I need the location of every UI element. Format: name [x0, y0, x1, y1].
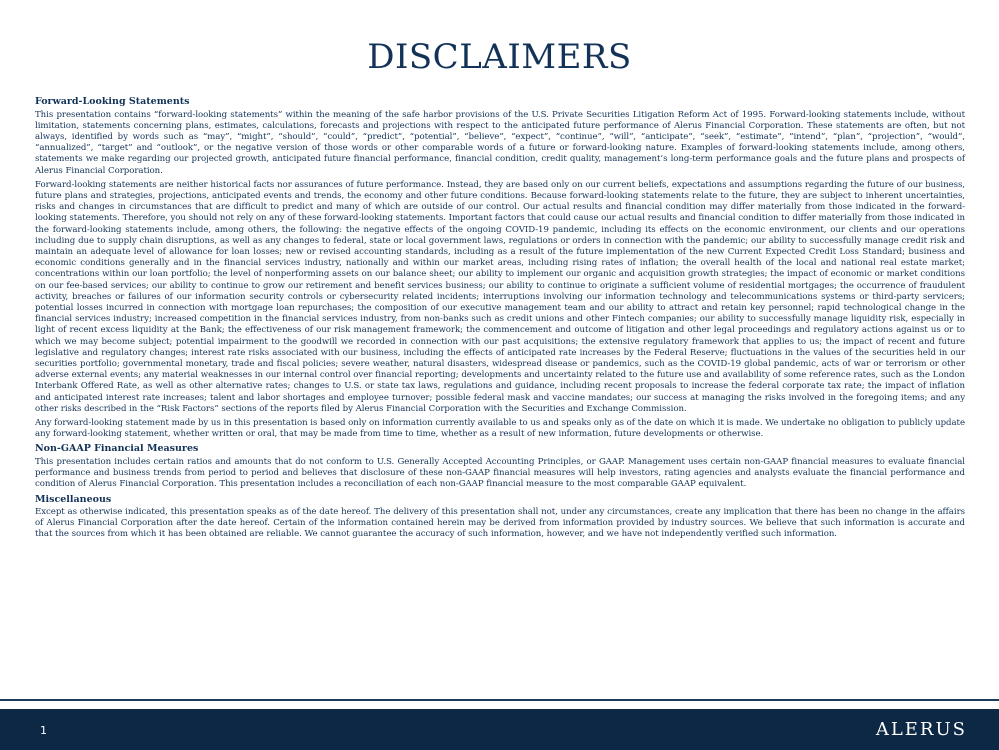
- section-miscellaneous: [35, 494, 965, 541]
- alerus-logo: ALERUS: [875, 719, 967, 740]
- section-heading: Forward-Looking Statements: [35, 96, 190, 107]
- paragraph: Except as otherwise indicated, this presentation speaks as of the date hereof. The delivery of this presentation shall not, under any circumstances, create any implication that there has been no change in the affairs of Alerus Financial Corporation after the date hereof. Certain of the information contained herein may be derived from information provided by industry sources. We believe that such information is accurate and that the sources from which it has been obtained are reliable. We cannot guarantee the accuracy of such information, however, and we have not independently verified such information.: [35, 507, 965, 540]
- page-number: 1: [40, 724, 47, 737]
- paragraph: Any forward-looking statement made by us in this presentation is based only on information currently available to us and speaks only as of the date on which it is made. We undertake no obligation to publicly update any forward-looking statement, whether written or oral, that may be made from time to time, whether as a result of new information, future developments or otherwise.: [35, 417, 965, 440]
- page-title: DISCLAIMERS: [367, 37, 632, 77]
- paragraph: This presentation contains “forward-looking statements” within the meaning of the safe harbor provisions of the U.S. Private Securities Litigation Reform Act of 1995. Forward-looking statements include, without limitation, statements concerning plans, estimates, calculations, forecasts and projections with respect to the anticipated future performance of Alerus Financial Corporation. These statements are often, but not always, identified by words such as “may”, “might”, “should”, “could”, “predict”, “potential”, “believe”, “expect”, “continue”, “will”, “anticipate”, “seek”, “estimate”, “intend”, “plan”, “projection”, “would”, “annualized”, “target” and “outlook”, or the negative version of those words or other comparable words of a future or forward-looking nature. Examples of forward-looking statements include, among others, statements we make regarding our projected growth, anticipated future financial performance, financial condition, credit quality, management’s long-term performance goals and the future plans and prospects of Alerus Financial Corporation.: [35, 109, 965, 176]
- paragraph: This presentation includes certain ratios and amounts that do not conform to U.S. Generally Accepted Accounting Principles, or GAAP. Management uses certain non-GAAP financial measures to evaluate financial performance and business trends from period to period and believes that disclosure of these non-GAAP financial measures will help investors, rating agencies and analysts evaluate the financial performance and condition of Alerus Financial Corporation. This presentation includes a reconciliation of each non-GAAP financial measure to the most comparable GAAP equivalent.: [35, 456, 965, 490]
- section-heading: Miscellaneous: [35, 493, 112, 505]
- footer-bar: [0, 709, 999, 750]
- paragraph: Forward-looking statements are neither historical facts nor assurances of future performance. Instead, they are based only on our current beliefs, expectations and assumptions regarding the future of our business, future plans and strategies, projections, anticipated events and trends, the economy and other future conditions. Because forward-looking statements relate to the future, they are subject to inherent uncertainties, risks and changes in circumstances that are difficult to predict and many of which are outside of our control. Our actual results and financial condition may differ materially from those indicated in the forward-looking statements. Therefore, you should not rely on any of these forward-looking statements. Important factors that could cause our actual results and financial condition to differ materially from those indicated in the forward-looking statements include, among others, the following: the negative effects of the ongoing COVID-19 pandemic, including its effects on the economic environment, our clients and our operations including due to supply chain disruptions, as well as any changes to federal, state or local government laws, regulations or orders in connection with the pandemic; our ability to successfully manage credit risk and maintain an adequate level of allowance for loan losses; new or revised accounting standards, including as a result of the future implementation of the new Current Expected Credit Loss Standard; business and economic conditions generally and in the financial services industry, nationally and within our market areas, including rising rates of inflation; the overall health of the local and national real estate market; concentrations within our loan portfolio; the level of nonperforming assets on our balance sheet; our ability to implement our organic and acquisition growth strategies; the impact of economic or market conditions on our fee-based services; our ability to continue to grow our retirement and benefit services business; our ability to continue to originate a sufficient volume of residential mortgages; the occurrence of fraudulent activity, breaches or failures of our information security controls or cybersecurity related incidents; interruptions involving our information technology and telecommunications systems or third-party servicers; potential losses incurred in connection with mortgage loan repurchases; the composition of our executive management team and our ability to attract and retain key personnel; rapid technological change in the financial services industry; increased competition in the financial services industry, from non-banks such as credit unions and other Fintech companies; our ability to successfully manage liquidity risk, especially in light of recent excess liquidity at the Bank; the effectiveness of our risk management framework; the commencement and outcome of litigation and other legal proceedings and regulatory actions against us or to which we may become subject; potential impairment to the goodwill we recorded in connection with our past acquisitions; the extensive regulatory framework that applies to us; the impact of recent and future legislative and regulatory changes; interest rate risks associated with our business, including the effects of anticipated rate increases by the Federal Reserve; fluctuations in the values of the securities held in our securities portfolio; governmental monetary, trade and fiscal policies; severe weather, natural disasters, widespread disease or pandemics, such as the COVID-19 global pandemic, acts of war or terrorism or other adverse external events; any material weaknesses in our internal control over financial reporting; developments and uncertainty related to the future use and availability of some reference rates, such as the London Interbank Offered Rate, as well as other alternative rates; changes to U.S. or state tax laws, regulations and guidance, including recent proposals to increase the federal corporate tax rate; the impact of inflation and anticipated interest rate increases; talent and labor shortages and employee turnover; possible federal mask and vaccine mandates; our success at managing the risks involved in the foregoing items; and any other risks described in the “Risk Factors” sections of the reports filed by Alerus Financial Corporation with the Securities and Exchange Commission.: [35, 179, 965, 414]
- disclaimer-content: [35, 96, 965, 544]
- section-non-gaap: [35, 443, 965, 490]
- section-heading: Non-GAAP Financial Measures: [35, 443, 199, 455]
- footer-divider: [0, 699, 999, 701]
- section-forward-looking: [35, 96, 965, 440]
